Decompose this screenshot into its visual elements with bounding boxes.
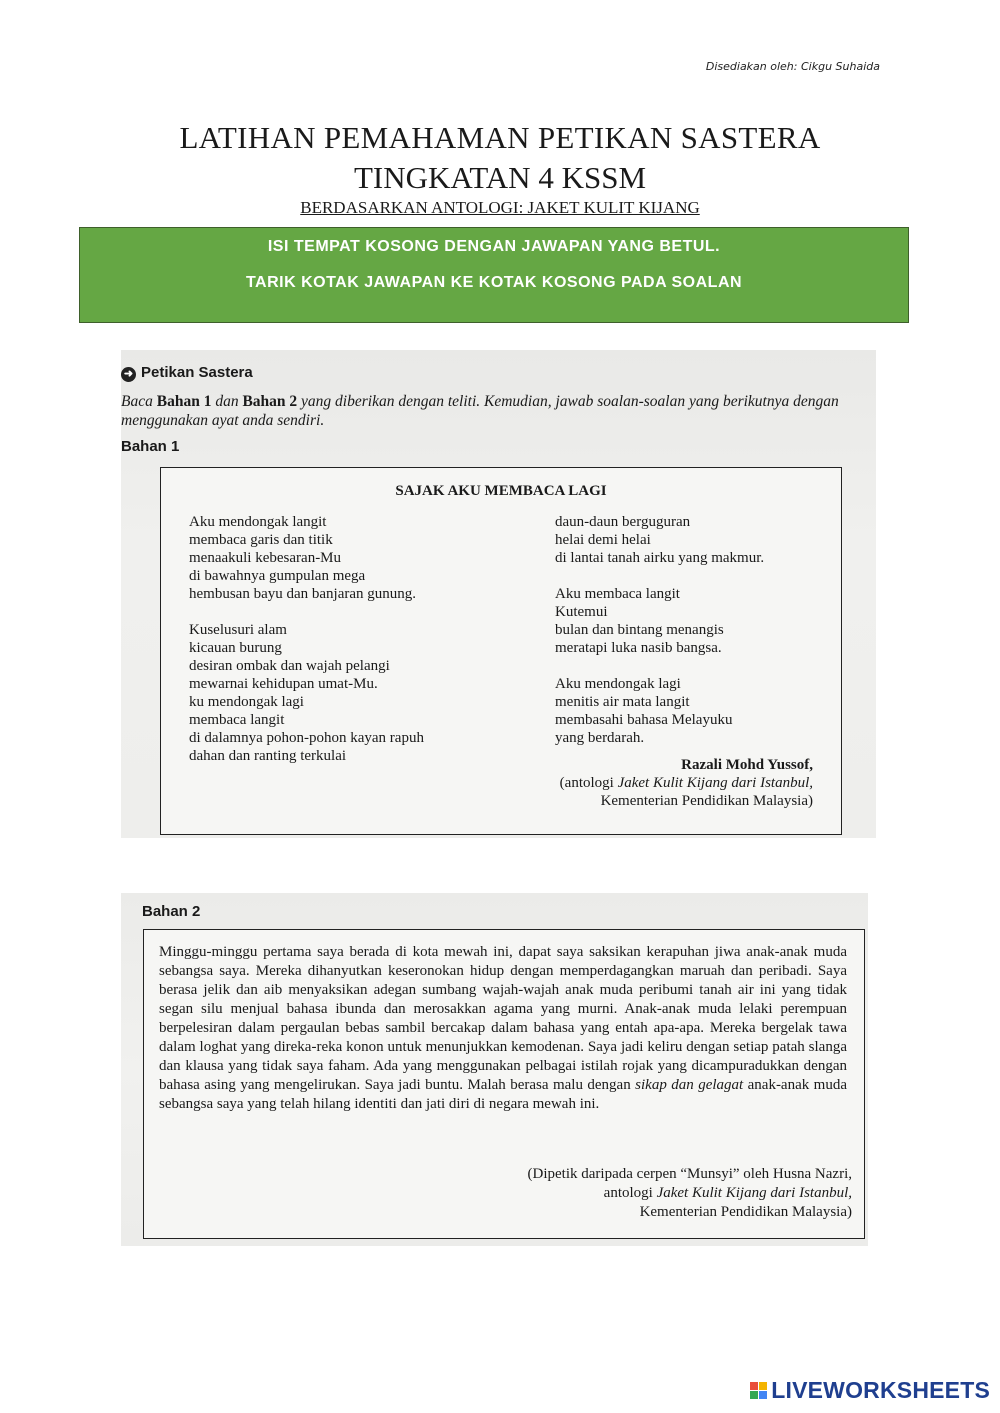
poem-line: menaakuli kebesaran-Mu	[189, 550, 342, 566]
poem-line: mewarnai kehidupan umat-Mu.	[189, 676, 378, 692]
attribution-publisher: Kementerian Pendidikan Malaysia)	[600, 793, 813, 809]
poem-left-column	[189, 513, 424, 765]
poem-line: membaca langit	[189, 712, 285, 728]
poem-line: hembusan bayu dan banjaran gunung.	[189, 586, 417, 602]
prose-text-end: anak-anak muda sebangsa saya yang telah hilang identiti dan jati diri di negara mewah ini.	[159, 1077, 848, 1112]
source-anthology: Jaket Kulit Kijang dari Istanbul,	[656, 1185, 852, 1201]
poem-line: di bawahnya gumpulan mega	[189, 568, 366, 584]
poem-line: membasahi bahasa Melayuku	[555, 712, 733, 728]
poem-line: Aku mendongak langit	[189, 514, 327, 530]
poem-line: daun-daun berguguran	[555, 514, 691, 530]
poem-line: yang berdarah.	[555, 730, 645, 746]
instr-bahan2: Bahan 2	[242, 393, 298, 410]
poem-line: kicauan burung	[189, 640, 282, 656]
poem-right-column	[555, 513, 764, 747]
banner-line1: ISI TEMPAT KOSONG DENGAN JAWAPAN YANG BETUL.	[267, 238, 721, 255]
source-line1: (Dipetik daripada cerpen “Munsyi” oleh Husna Nazri,	[527, 1166, 852, 1182]
section-heading	[121, 364, 253, 382]
liveworksheets-logo-icon	[750, 1382, 767, 1399]
poem-attribution	[560, 756, 813, 810]
liveworksheets-brand: LIVEWORKSHEETS	[771, 1377, 990, 1403]
prepared-by-note: Disediakan oleh: Cikgu Suhaida	[705, 60, 880, 73]
banner-line2: TARIK KOTAK JAWAPAN KE KOTAK KOSONG PADA SOALAN	[245, 274, 743, 291]
attribution-pre: (antologi	[559, 775, 618, 791]
instr-bahan1: Bahan 1	[156, 393, 212, 410]
prose-passage	[159, 943, 847, 1114]
instr-text-pre: Baca	[121, 393, 157, 410]
page-title-line1: LATIHAN PEMAHAMAN PETIKAN SASTERA	[179, 120, 821, 155]
instr-text-mid: dan	[211, 393, 243, 410]
source-publisher: Kementerian Pendidikan Malaysia)	[639, 1204, 852, 1220]
source-pre: antologi	[603, 1185, 657, 1201]
reading-instruction	[121, 392, 876, 430]
poem-line: dahan dan ranting terkulai	[189, 748, 347, 764]
arrow-right-icon: ➜	[121, 367, 136, 382]
poem-line: Kuselusuri alam	[189, 622, 287, 638]
poem-line: ku mendongak lagi	[189, 694, 304, 710]
anthology-title: Jaket Kulit Kijang dari Istanbul,	[617, 775, 813, 791]
instruction-banner	[79, 227, 909, 323]
poem-line: Aku membaca langit	[555, 586, 680, 602]
scanned-page-bahan2	[121, 893, 868, 1246]
poem-box	[160, 467, 842, 835]
page-subtitle: BERDASARKAN ANTOLOGI: JAKET KULIT KIJANG	[300, 198, 700, 217]
prose-italic: sikap dan gelagat	[635, 1077, 744, 1093]
bahan2-label: Bahan 2	[142, 903, 201, 920]
poem-line: menitis air mata langit	[555, 694, 690, 710]
poem-line: di lantai tanah airku yang makmur.	[555, 550, 765, 566]
bahan1-label: Bahan 1	[121, 438, 180, 455]
poem-line: helai demi helai	[555, 532, 651, 548]
page-title-line2: TINGKATAN 4 KSSM	[353, 160, 647, 195]
prose-box	[143, 929, 865, 1239]
poem-line: Aku mendongak lagi	[555, 676, 681, 692]
poem-line: membaca garis dan titik	[189, 532, 333, 548]
liveworksheets-logo[interactable]	[750, 1377, 990, 1404]
poem-title: SAJAK AKU MEMBACA LAGI	[395, 483, 607, 499]
poem-line: di dalamnya pohon-pohon kayan rapuh	[189, 730, 424, 746]
instr-text-post: yang diberikan dengan teliti. Kemudian, jawab soalan-soalan yang berikutnya dengan menggunakan ayat anda sendiri.	[121, 393, 839, 429]
prose-source	[528, 1165, 852, 1222]
section-heading-label: Petikan Sastera	[141, 364, 253, 381]
poem-author: Razali Mohd Yussof,	[681, 757, 813, 773]
poem-line: bulan dan bintang menangis	[555, 622, 724, 638]
scanned-page-bahan1	[121, 350, 876, 838]
prose-text: Minggu-minggu pertama saya berada di kota mewah ini, dapat saya saksikan kerapuhan jiwa anak-anak muda sebangsa saya. Mereka dihanyutkan keseronokan hidup dengan memperdagangkan maruah dan peribadi. Saya berasa jelik dan aib menyaksikan adegan sumbang wajah-wajah anak muda peribumi tanah air ini yang tidak segan silu menjual bahasa ibunda dan merosakkan agama yang murni. Anak-anak muda lelaki perempuan berpelesiran dalam pergaulan bebas sambil bercakap dalam bahasa yang entah apa-apa. Mereka bergelak tawa dalam loghat yang direka-reka konon untuk menunjukkan kemodenan. Saya jadi keliru dengan setiap patah slanga dan klausa yang tidak saya faham. Ada yang menggunakan pelbagai istilah rojak yang dicampuradukkan dengan bahasa asing yang mengelirukan. Saya jadi buntu. Malah berasa malu dengan	[159, 944, 847, 1093]
poem-line: desiran ombak dan wajah pelangi	[189, 658, 390, 674]
poem-line: meratapi luka nasib bangsa.	[555, 640, 722, 656]
poem-line: Kutemui	[555, 604, 608, 620]
